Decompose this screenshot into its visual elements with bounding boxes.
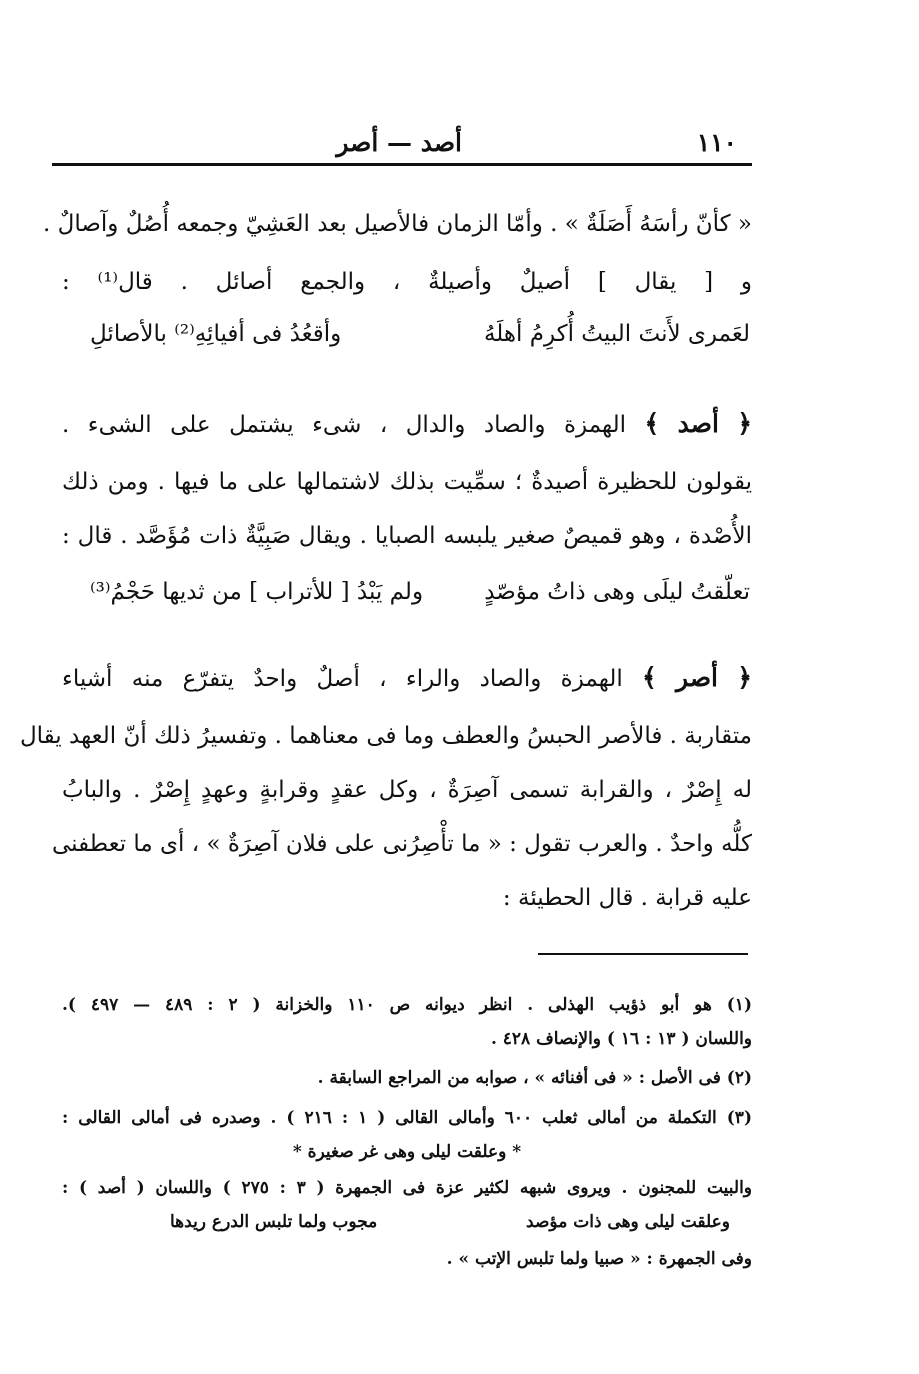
footnote: وفى الجمهرة : « صبيا ولما تلبس الإتب » .	[446, 1249, 752, 1269]
header-rule	[52, 163, 752, 166]
verse-first-hemistich: تعلّقتُ ليلَى وهى ذاتُ مؤصّدٍ	[484, 579, 750, 605]
ornament-brace-open: ﴿	[737, 663, 752, 692]
verse-second-hemistich: مجوب ولما تلبس الدرع ريدها	[170, 1212, 378, 1232]
ornament-brace-open: ﴿	[737, 409, 752, 438]
page-header	[52, 118, 752, 162]
verse-line	[90, 574, 750, 610]
footnote-verse-quote: * وعلقت ليلى وهى غر صغيرة *	[292, 1142, 522, 1162]
footnote: (١) هو أبو ذؤيب الهذلى . انظر ديوانه ص ١١٠ والخزانة ( ٢ : ٤٨٩ — ٤٩٧ ).	[62, 995, 752, 1015]
footnote: (٣) التكملة من أمالى ثعلب ٦٠٠ وأمالى القالى ( ١ : ٢١٦ ) . وصدره فى أمالى القالى :	[62, 1108, 752, 1128]
page-number: ١١٠	[696, 128, 737, 157]
text-line: عليه قرابة . قال الحطيئة :	[502, 885, 752, 911]
verse-first-hemistich: لعَمرى لأَنتَ البيتُ أُكرِمُ أهلَهُ	[483, 321, 750, 347]
entry-line	[62, 660, 752, 697]
verse-first-hemistich: وعلقت ليلى وهى ذات مؤصد	[526, 1212, 730, 1232]
footnote: واللسان ( ١٣ : ١٦ ) والإنصاف ٤٢٨ .	[490, 1029, 752, 1049]
verse-line	[90, 316, 750, 352]
text-line: « كأنّ رأسَهُ أَصَلَةٌ » . وأمّا الزمان فالأصيل بعد العَشِيّ وجمعه أُصُلٌ وآصالٌ .	[43, 211, 752, 237]
headword-asd: أصد	[677, 409, 719, 438]
footnote: (٢) فى الأصل : « فى أفنائه » ، صوابه من المراجع السابقة .	[317, 1068, 752, 1088]
ornament-brace-close: ﴾	[644, 409, 660, 438]
text-line: الأُصْدة ، وهو قميصٌ صغير يلبسه الصبايا . ويقال صَبِيَّةٌ ذات مُؤَصَّد . قال :	[62, 523, 752, 549]
headword-asr: أصر	[676, 663, 718, 692]
text-line: له إِصْرٌ ، والقرابة تسمى آصِرَةٌ ، وكل عقدٍ وقرابةٍ وعهدٍ إِصْرٌ . والبابُ	[62, 777, 752, 803]
entry-text: الهمزة والصاد والراء ، أصلٌ واحدٌ يتفرّع منه أشياء	[62, 666, 623, 692]
text-line: متقاربة . فالأصر الحبسُ والعطف وما فى معناهما . وتفسيرُ ذلك أنّ العهد يقال	[19, 723, 752, 749]
entry-text: الهمزة والصاد والدال ، شىء يشتمل على الشىء .	[62, 412, 627, 438]
footnote-rule	[538, 953, 748, 955]
footnote-verse	[170, 1207, 730, 1237]
text-line: يقولون للحظيرة أصيدةٌ ؛ سمِّيت بذلك لاشتمالها على ما فيها . ومن ذلك	[62, 469, 752, 495]
verse-second-hemistich: ولم يَبْدُ [ للأتراب ] من ثديها حَجْمُ⁽³⁾	[90, 579, 424, 605]
footnote: والبيت للمجنون . ويروى شبهه لكثير عزة فى الجمهرة ( ٣ : ٢٧٥ ) واللسان ( أصد ) :	[62, 1178, 753, 1198]
page-running-title: أصد — أصر	[336, 128, 462, 157]
text-line: كلُّه واحدٌ . والعرب تقول : « ما تأْصِرُنى على فلان آصِرَةٌ » ، أى ما تعطفنى	[52, 831, 752, 857]
text-line: و [ يقال ] أصيلٌ وأصيلةٌ ، والجمع أصائل . قال⁽¹⁾ :	[62, 269, 752, 295]
ornament-brace-close: ﴾	[642, 663, 657, 692]
verse-second-hemistich: وأقعُدُ فى أفيائِهِ⁽²⁾ بالأصائلِ	[90, 321, 342, 347]
entry-line	[62, 406, 752, 443]
